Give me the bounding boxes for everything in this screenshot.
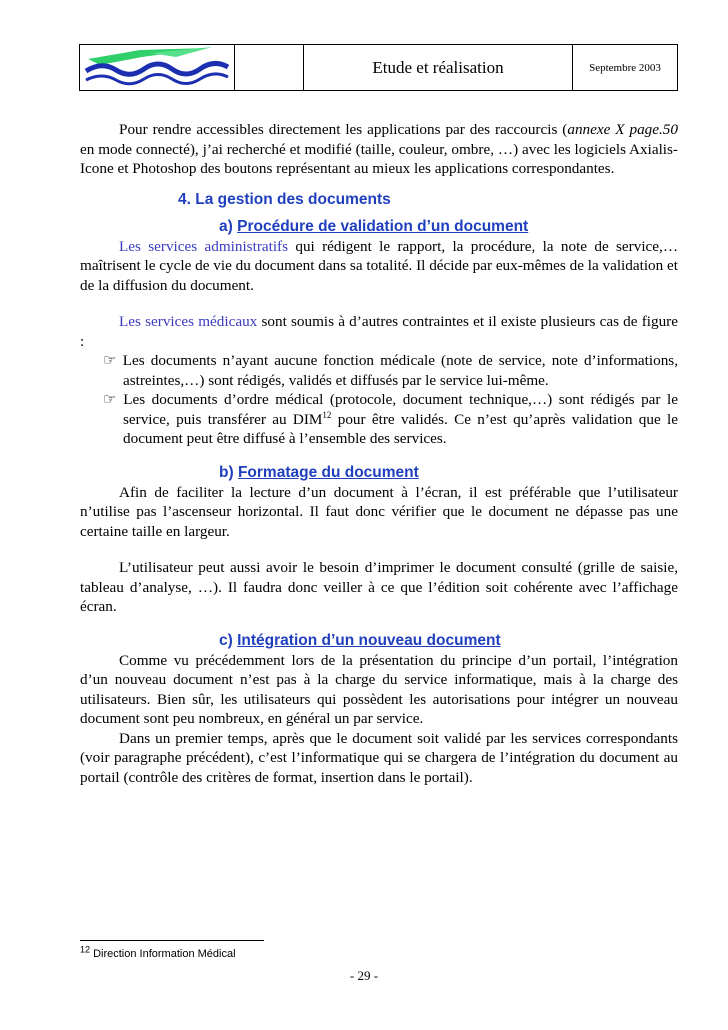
wave-logo-icon xyxy=(80,45,233,90)
subsection-c-paragraph-2: Dans un premier temps, après que le document soit validé par les services correspondants (voir paragraphe précédent), c’est l’informatique qui se chargera de l’intégration du document au portail (contrôle des critères de format, insertion dans le portail). xyxy=(80,729,678,786)
annex-reference: annexe X page.50 xyxy=(567,121,678,138)
intro-paragraph: Pour rendre accessibles directement les applications par des raccourcis (annexe X page.50 en mode connecté), j’ai recherché et modifié (taille, couleur, ombre, …) avec les logiciels Axialis-Icone et Photoshop des boutons représentant au mieux les applications correspondantes. xyxy=(80,121,678,177)
page-number: - 29 - xyxy=(349,968,379,983)
pointing-hand-icon: ☞ xyxy=(103,391,117,408)
admin-services-term: Les services administratifs xyxy=(119,237,289,255)
subsection-b-paragraph-2: L’utilisateur peut aussi avoir le besoin d’imprimer le document consulté (grille de saisie, tableau d’analyse, …). Il faudra donc veiller à ce que l’édition soit cohérente avec l’affichage écran. xyxy=(80,559,678,615)
subsection-c-paragraph-1: Comme vu précédemment lors de la présentation du principe d’un portail, l’intégration d’un nouveau document n’est pas à la charge du service informatique, mais à la charge des utilisateurs. Bien sûr, les utilisateurs qui possèdent les autorisations pour intégrer un nouveau document sont peu nombreux, en général un par service. xyxy=(80,651,678,727)
company-logo xyxy=(80,45,235,90)
subsection-c-heading: c) Intégration d’un nouveau document xyxy=(219,631,501,649)
footnote-separator xyxy=(80,940,264,941)
pointing-hand-icon: ☞ xyxy=(103,352,117,369)
medical-services-term: Les services médicaux xyxy=(119,313,258,330)
header-date: Septembre 2003 xyxy=(589,61,661,74)
footnote-ref: 12 xyxy=(322,409,332,420)
header-title: Etude et réalisation xyxy=(304,45,573,90)
header-spacer xyxy=(235,45,304,90)
subsection-b-heading: b) Formatage du document xyxy=(219,463,419,481)
list-item: ☞ Les documents d’ordre médical (protocole, document technique,…) sont rédigés par le service, puis transférer au DIM$^{12}$ pour être validés. Ce n’est qu’après validation que le document peut être diffusé à l’ensemble des services. xyxy=(103,391,678,447)
list-item: ☞ Les documents n’ayant aucune fonction médicale (note de service, note d’informations, astreintes,…) sont rédigés, validés et diffusés par le service lui-même. xyxy=(103,352,679,389)
subsection-a-paragraph-1: Les services administratifs qui rédigent le rapport, la procédure, la note de service,… maîtrisent le cycle de vie du document dans sa totalité. Il décide par eux-mêmes de la validation et de la diffusion du document. xyxy=(80,237,679,294)
subsection-a-paragraph-2: Les services médicaux sont soumis à d’autres contraintes et il existe plusieurs cas de figure : xyxy=(80,313,678,350)
subsection-b-paragraph-1: Afin de faciliter la lecture d’un document à l’écran, il est préférable que l’utilisateur n’utilise pas l’ascenseur horizontal. Il faut donc vérifier que le document ne dépasse pas une certaine taille en largeur. xyxy=(80,483,678,540)
page-header xyxy=(79,44,678,91)
page-content xyxy=(80,120,678,787)
section-4-heading: 4. La gestion des documents xyxy=(178,190,391,208)
subsection-a-heading: a) Procédure de validation d’un document xyxy=(219,217,529,235)
footnote: $^{12}$ Direction Information Médical xyxy=(80,944,236,960)
